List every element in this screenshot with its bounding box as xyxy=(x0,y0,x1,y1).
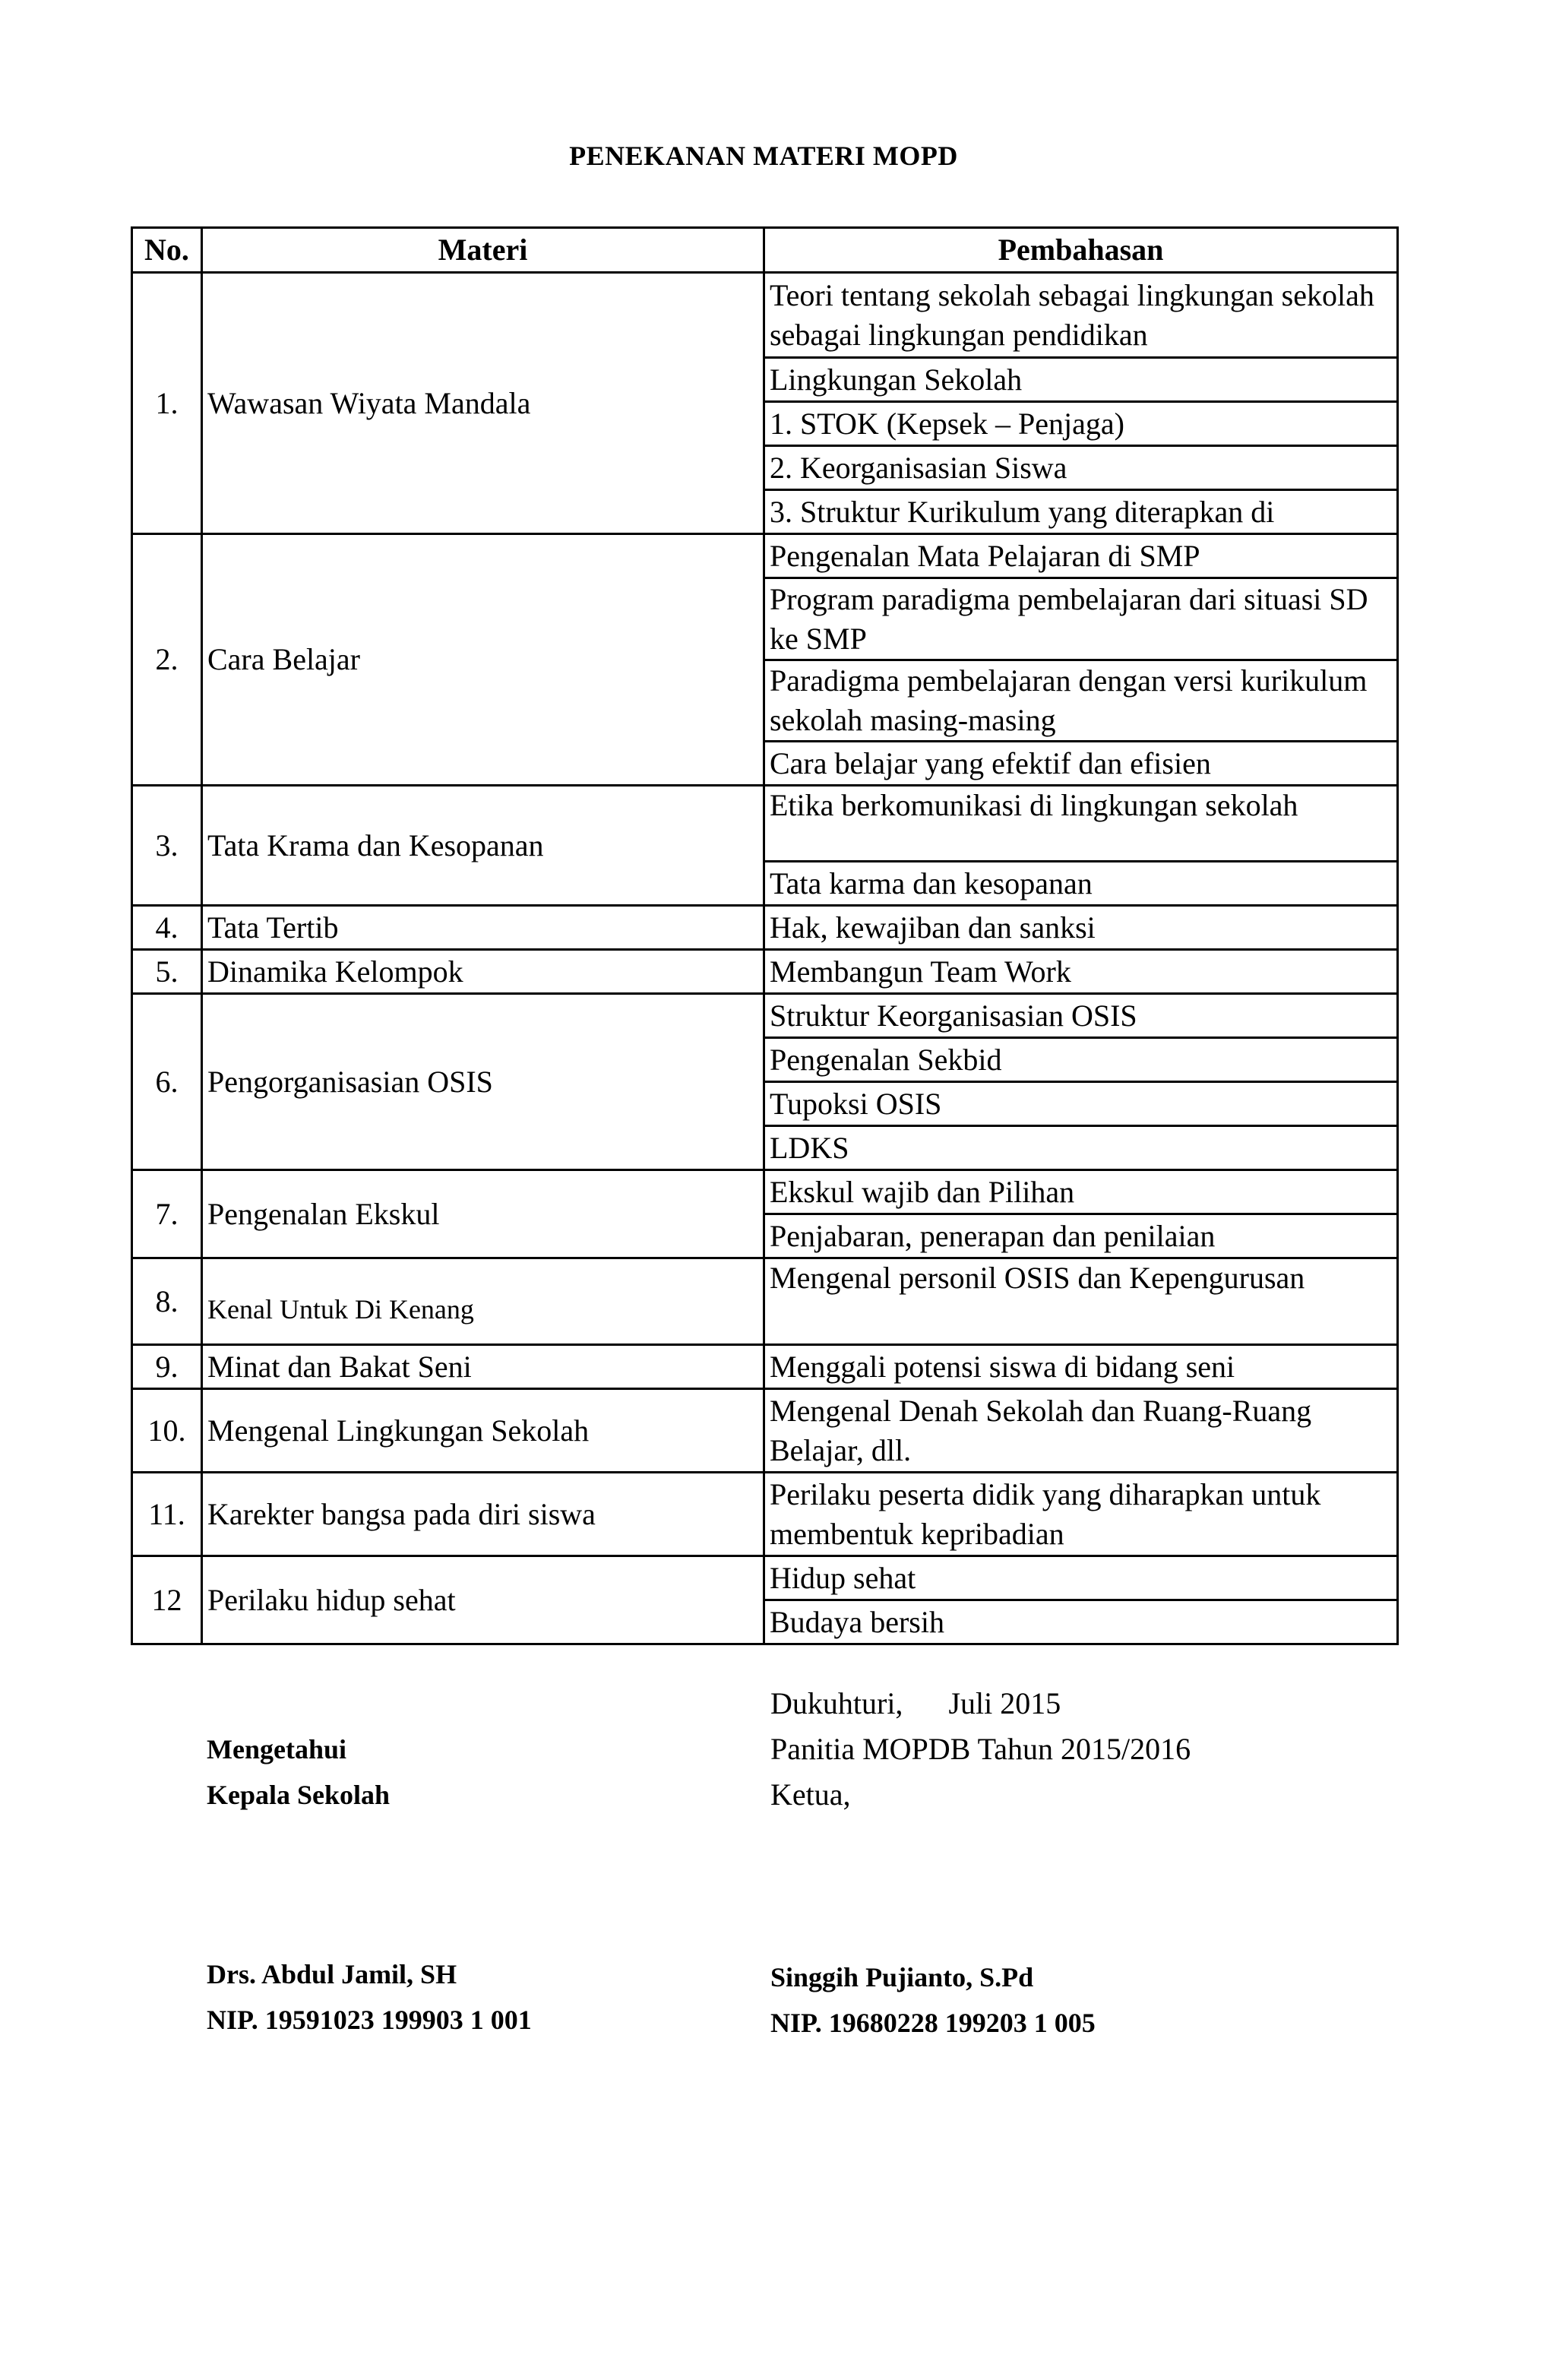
row-pembahasan: Perilaku peserta didik yang diharapkan untuk membentuk kepribadian xyxy=(764,1473,1398,1556)
row-pembahasan: Menggali potensi siswa di bidang seni xyxy=(764,1345,1398,1389)
header-materi: Materi xyxy=(202,228,764,273)
row-materi: Cara Belajar xyxy=(202,534,764,786)
row-materi: Wawasan Wiyata Mandala xyxy=(202,273,764,534)
row-pembahasan: 1. STOK (Kepsek – Penjaga) xyxy=(764,402,1398,446)
row-number: 11. xyxy=(132,1473,202,1556)
row-pembahasan: Teori tentang sekolah sebagai lingkungan sekolah sebagai lingkungan pendidikan xyxy=(764,273,1398,358)
row-pembahasan: Tupoksi OSIS xyxy=(764,1082,1398,1126)
table-row xyxy=(132,950,1398,994)
row-materi: Minat dan Bakat Seni xyxy=(202,1345,764,1389)
row-number: 6. xyxy=(132,994,202,1170)
table-row xyxy=(132,1258,1398,1345)
row-materi: Pengenalan Ekskul xyxy=(202,1170,764,1258)
right-signature-org: Panitia MOPDB Tahun 2015/2016 xyxy=(770,1732,1191,1766)
row-pembahasan: Paradigma pembelajaran dengan versi kurikulum sekolah masing-masing xyxy=(764,660,1398,742)
row-pembahasan: Hak, kewajiban dan sanksi xyxy=(764,906,1398,950)
row-number: 7. xyxy=(132,1170,202,1258)
row-materi: Dinamika Kelompok xyxy=(202,950,764,994)
table-row xyxy=(132,786,1398,862)
row-pembahasan: Pengenalan Sekbid xyxy=(764,1038,1398,1082)
row-number: 9. xyxy=(132,1345,202,1389)
table-row xyxy=(132,994,1398,1038)
left-signature-line1: Mengetahui xyxy=(207,1734,346,1764)
right-signatory-name: Singgih Pujianto, S.Pd xyxy=(770,1962,1034,1992)
table-row xyxy=(132,273,1398,358)
row-number: 5. xyxy=(132,950,202,994)
right-signature-role: Ketua, xyxy=(770,1777,851,1812)
row-materi: Karekter bangsa pada diri siswa xyxy=(202,1473,764,1556)
row-number: 12 xyxy=(132,1556,202,1644)
row-materi: Tata Tertib xyxy=(202,906,764,950)
row-materi: Kenal Untuk Di Kenang xyxy=(202,1258,764,1345)
row-materi: Perilaku hidup sehat xyxy=(202,1556,764,1644)
table-row xyxy=(132,1389,1398,1473)
table-row xyxy=(132,1556,1398,1600)
table-header-row xyxy=(132,228,1398,273)
header-pembahasan: Pembahasan xyxy=(764,228,1398,273)
row-number: 4. xyxy=(132,906,202,950)
materi-table xyxy=(131,226,1399,1645)
table-row xyxy=(132,1473,1398,1556)
row-pembahasan: Cara belajar yang efektif dan efisien xyxy=(764,742,1398,786)
table-row xyxy=(132,906,1398,950)
document-title: PENEKANAN MATERI MOPD xyxy=(569,141,958,171)
row-number: 2. xyxy=(132,534,202,786)
row-pembahasan: Budaya bersih xyxy=(764,1600,1398,1644)
row-materi: Mengenal Lingkungan Sekolah xyxy=(202,1389,764,1473)
row-pembahasan: Program paradigma pembelajaran dari situasi SD ke SMP xyxy=(764,578,1398,660)
right-signatory xyxy=(770,1954,1096,2046)
left-signatory-nip: NIP. 19591023 199903 1 001 xyxy=(207,2005,532,2035)
row-pembahasan: Etika berkomunikasi di lingkungan sekolah xyxy=(764,786,1398,862)
left-signatory xyxy=(207,1951,532,2043)
row-pembahasan: Struktur Keorganisasian OSIS xyxy=(764,994,1398,1038)
right-signatory-nip: NIP. 19680228 199203 1 005 xyxy=(770,2008,1096,2038)
right-signature-dateline xyxy=(770,1681,1191,1726)
row-pembahasan: Pengenalan Mata Pelajaran di SMP xyxy=(764,534,1398,578)
row-pembahasan: Membangun Team Work xyxy=(764,950,1398,994)
row-pembahasan: 2. Keorganisasian Siswa xyxy=(764,446,1398,490)
table-row xyxy=(132,1170,1398,1214)
row-materi: Pengorganisasian OSIS xyxy=(202,994,764,1170)
table-row xyxy=(132,1345,1398,1389)
table-row xyxy=(132,534,1398,578)
row-number: 3. xyxy=(132,786,202,906)
right-signature-header xyxy=(770,1681,1191,1818)
row-number: 10. xyxy=(132,1389,202,1473)
row-pembahasan: Hidup sehat xyxy=(764,1556,1398,1600)
row-pembahasan: Ekskul wajib dan Pilihan xyxy=(764,1170,1398,1214)
left-signature-line2: Kepala Sekolah xyxy=(207,1780,391,1810)
row-pembahasan: Lingkungan Sekolah xyxy=(764,358,1398,402)
left-signatory-name: Drs. Abdul Jamil, SH xyxy=(207,1959,457,1989)
row-pembahasan: Mengenal personil OSIS dan Kepengurusan xyxy=(764,1258,1398,1345)
row-pembahasan: Tata karma dan kesopanan xyxy=(764,862,1398,906)
row-pembahasan: 3. Struktur Kurikulum yang diterapkan di xyxy=(764,490,1398,534)
signature-date: Juli 2015 xyxy=(948,1686,1061,1720)
row-number: 1. xyxy=(132,273,202,534)
row-materi: Tata Krama dan Kesopanan xyxy=(202,786,764,906)
header-no: No. xyxy=(132,228,202,273)
signature-place: Dukuhturi, xyxy=(770,1686,903,1720)
row-pembahasan: Mengenal Denah Sekolah dan Ruang-Ruang Belajar, dll. xyxy=(764,1389,1398,1473)
row-number: 8. xyxy=(132,1258,202,1345)
left-signature-header xyxy=(207,1726,390,1818)
row-pembahasan: Penjabaran, penerapan dan penilaian xyxy=(764,1214,1398,1258)
row-pembahasan: LDKS xyxy=(764,1126,1398,1170)
